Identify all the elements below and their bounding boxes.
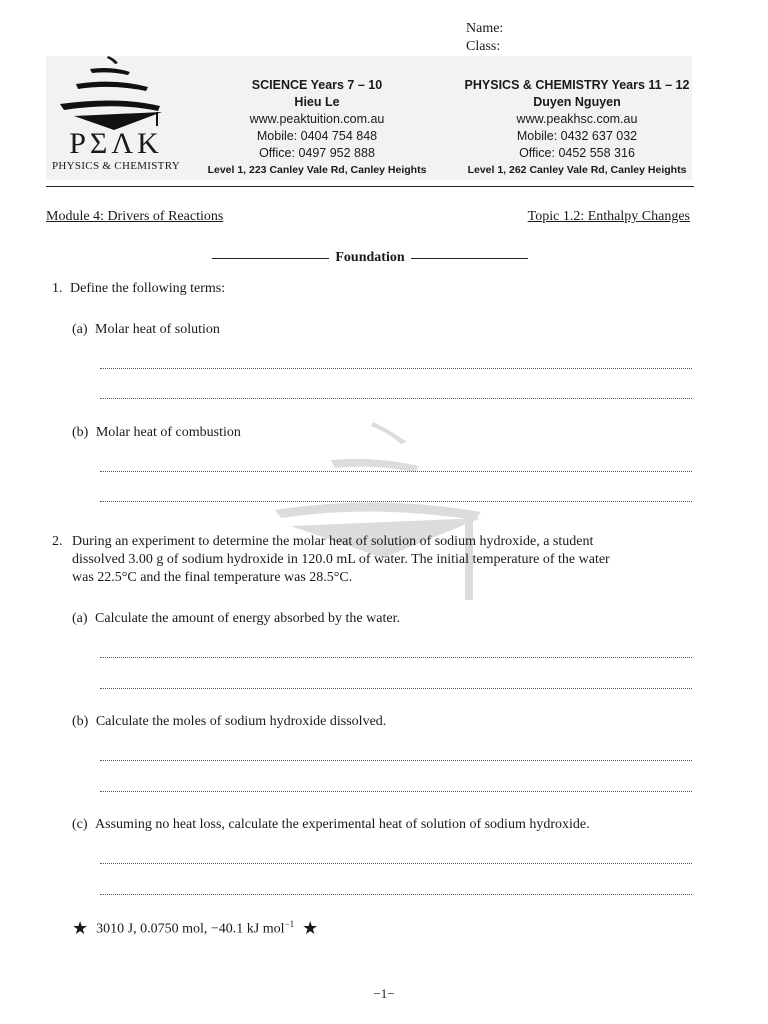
answer-superscript: −1 bbox=[284, 919, 295, 930]
part-text: Molar heat of combustion bbox=[95, 425, 241, 440]
contact-office: Office: 0452 558 316 bbox=[519, 146, 635, 160]
module-title: Module 4: Drivers of Reactions bbox=[46, 209, 224, 224]
answer-line[interactable] bbox=[100, 791, 692, 792]
contact-physics-chemistry bbox=[454, 77, 700, 179]
contact-mobile: Mobile: 0404 754 848 bbox=[256, 129, 378, 143]
question-1 bbox=[52, 280, 225, 298]
answer-line[interactable] bbox=[100, 760, 692, 761]
question-text: Define the following terms: bbox=[70, 281, 226, 296]
answer-line[interactable] bbox=[100, 894, 692, 895]
question-1b bbox=[72, 424, 241, 442]
part-label: (b) bbox=[72, 714, 89, 729]
part-label: (a) bbox=[72, 322, 88, 337]
answer-line[interactable] bbox=[100, 471, 692, 472]
logo-subtitle: PHYSICS & CHEMISTRY bbox=[52, 160, 180, 172]
section-rule-right bbox=[411, 258, 528, 259]
contact-website: www.peaktuition.com.au bbox=[249, 112, 385, 126]
part-label: (b) bbox=[72, 425, 89, 440]
question-text-line: was 22.5°C and the final temperature was 28.5°C. bbox=[72, 570, 353, 585]
question-2c bbox=[72, 816, 590, 834]
star-icon: ★ bbox=[72, 918, 89, 938]
question-2-number: 2. bbox=[52, 534, 63, 549]
part-text: Calculate the moles of sodium hydroxide dissolved. bbox=[95, 714, 387, 729]
part-text: Assuming no heat loss, calculate the experimental heat of solution of sodium hydroxide. bbox=[95, 817, 590, 832]
star-icon: ★ bbox=[302, 918, 319, 938]
question-text-line: During an experiment to determine the molar heat of solution of sodium hydroxide, a student bbox=[72, 534, 594, 549]
contact-mobile: Mobile: 0432 637 032 bbox=[516, 129, 638, 143]
name-label: Name: bbox=[466, 21, 504, 36]
contact-science bbox=[200, 77, 434, 179]
contact-website: www.peakhsc.com.au bbox=[516, 112, 638, 126]
contact-person: Hieu Le bbox=[294, 95, 340, 109]
question-2b bbox=[72, 713, 386, 731]
part-text: Calculate the amount of energy absorbed by the water. bbox=[95, 611, 400, 626]
question-2-stem bbox=[72, 533, 702, 587]
question-number: 1. bbox=[52, 281, 63, 296]
answer-key bbox=[72, 918, 318, 939]
question-1a bbox=[72, 321, 220, 339]
contact-title: SCIENCE Years 7 – 10 bbox=[251, 78, 383, 92]
part-label: (a) bbox=[72, 611, 88, 626]
header-divider bbox=[46, 186, 694, 187]
section-rule-left bbox=[212, 258, 329, 259]
answer-line[interactable] bbox=[100, 863, 692, 864]
answer-line[interactable] bbox=[100, 657, 692, 658]
answer-line[interactable] bbox=[100, 688, 692, 689]
question-text-line: dissolved 3.00 g of sodium hydroxide in 120.0 mL of water. The initial temperature of the water bbox=[72, 552, 610, 567]
question-2a bbox=[72, 610, 400, 628]
section-title: Foundation bbox=[335, 250, 405, 265]
page-number: −1− bbox=[373, 986, 395, 1001]
logo-wordmark: PΣΛK bbox=[69, 127, 163, 160]
answer-line[interactable] bbox=[100, 501, 692, 502]
section-heading bbox=[212, 250, 528, 266]
part-text: Molar heat of solution bbox=[95, 322, 220, 337]
answer-line[interactable] bbox=[100, 398, 692, 399]
contact-address: Level 1, 223 Canley Vale Rd, Canley Heights bbox=[207, 164, 427, 176]
contact-person: Duyen Nguyen bbox=[533, 95, 621, 109]
contact-title: PHYSICS & CHEMISTRY Years 11 – 12 bbox=[464, 78, 690, 92]
answer-line[interactable] bbox=[100, 368, 692, 369]
answer-text: 3010 J, 0.0750 mol, −40.1 kJ mol bbox=[96, 921, 285, 937]
contact-office: Office: 0497 952 888 bbox=[259, 146, 375, 160]
answer-values bbox=[96, 919, 294, 938]
topic-title: Topic 1.2: Enthalpy Changes bbox=[527, 209, 690, 224]
contact-address: Level 1, 262 Canley Vale Rd, Canley Heights bbox=[467, 164, 687, 176]
class-label: Class: bbox=[466, 39, 501, 54]
student-info bbox=[466, 20, 503, 56]
part-label: (c) bbox=[72, 817, 88, 832]
